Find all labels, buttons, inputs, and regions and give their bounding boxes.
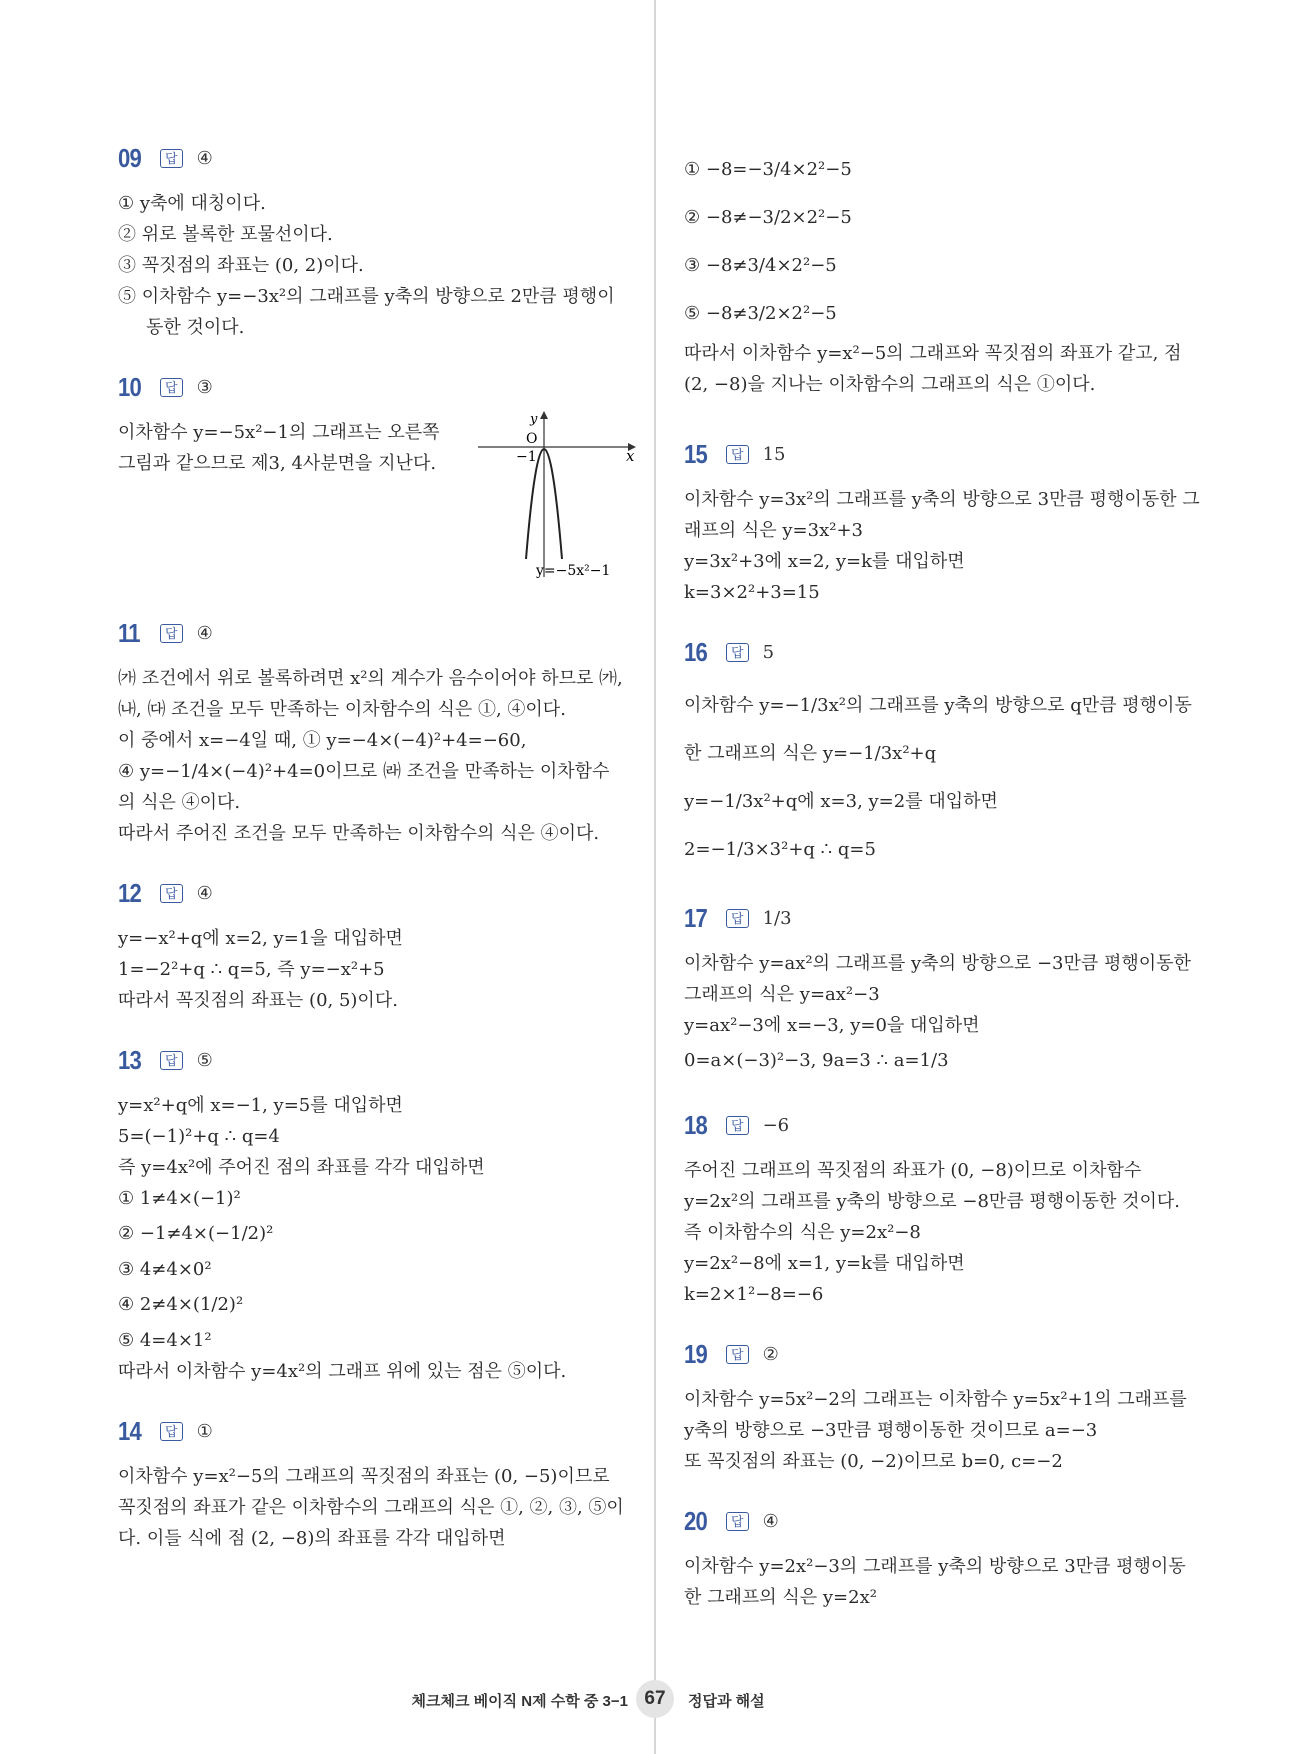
solution-line: 동한 것이다. <box>146 317 245 338</box>
solution-line: y=2x²의 그래프를 y축의 방향으로 −8만큼 평행이동한 것이다. <box>684 1191 1180 1212</box>
curve-label: y=−5x²−1 <box>536 563 611 579</box>
section-title: 정답과 해설 <box>688 1693 765 1710</box>
y-intercept-label: −1 <box>516 449 537 465</box>
page-footer <box>0 1680 1300 1720</box>
solution-line: 이차함수 y=−5x²−1의 그래프는 오른쪽 <box>118 422 440 443</box>
answer-value: 1/3 <box>762 907 792 929</box>
book-title: 체크체크 베이직 N제 수학 중 3−1 <box>411 1693 628 1710</box>
question-number: 15 <box>684 438 707 469</box>
question-10 <box>118 369 635 589</box>
solution-line: 이차함수 y=2x²−3의 그래프를 y축의 방향으로 3만큼 평행이동 <box>684 1556 1186 1577</box>
solution-line: ① y축에 대칭이다. <box>118 193 266 214</box>
question-number: 20 <box>684 1505 707 1536</box>
solution-line: 그림과 같으므로 제3, 4사분면을 지난다. <box>118 453 437 474</box>
solution-line: 따라서 이차함수 y=x²−5의 그래프와 꼭짓점의 좌표가 같고, 점 <box>684 343 1182 364</box>
solution-line: 5=(−1)²+q ∴ q=4 <box>118 1126 280 1147</box>
solution-line: (2, −8)을 지나는 이차함수의 그래프의 식은 ①이다. <box>684 374 1096 395</box>
answer-badge: 답 <box>160 149 183 168</box>
solution-line: ② −8≠−3/2×2²−5 <box>684 207 852 228</box>
answer-badge: 답 <box>726 445 749 464</box>
answer-value: ④ <box>196 147 213 169</box>
answer-badge: 답 <box>726 1512 749 1531</box>
solution-line: 1=−2²+q ∴ q=5, 즉 y=−x²+5 <box>118 959 385 980</box>
solution-line: 이차함수 y=x²−5의 그래프의 꼭짓점의 좌표는 (0, −5)이므로 <box>118 1466 610 1487</box>
solution-line: 이차함수 y=3x²의 그래프를 y축의 방향으로 3만큼 평행이동한 그 <box>684 489 1200 510</box>
question-number: 19 <box>684 1338 707 1369</box>
solution-line: y축의 방향으로 −3만큼 평행이동한 것이므로 a=−3 <box>684 1420 1098 1441</box>
solution-line: k=3×2²+3=15 <box>684 582 820 603</box>
solution-line: k=2×1²−8=−6 <box>684 1284 824 1305</box>
answer-badge: 답 <box>160 884 183 903</box>
parabola-graph <box>478 409 638 579</box>
solution-line: ④ 2≠4×(1/2)² <box>118 1294 244 1315</box>
solution-line: 그래프의 식은 y=ax²−3 <box>684 984 880 1005</box>
solution-line: 또 꼭짓점의 좌표는 (0, −2)이므로 b=0, c=−2 <box>684 1451 1063 1472</box>
solution-line: y=ax²−3에 x=−3, y=0을 대입하면 <box>684 1015 980 1036</box>
answer-value: ⑤ <box>196 1049 213 1071</box>
question-15 <box>684 436 1204 608</box>
solution-line: ㈏, ㈐ 조건을 모두 만족하는 이차함수의 식은 ①, ④이다. <box>118 699 566 720</box>
answer-badge: 답 <box>726 1345 749 1364</box>
right-column <box>684 146 1204 1639</box>
question-18 <box>684 1107 1204 1310</box>
solution-line: ① 1≠4×(−1)² <box>118 1188 241 1209</box>
answer-value: ② <box>762 1343 779 1365</box>
x-axis-label: x <box>626 447 635 465</box>
solution-line: 따라서 꼭짓점의 좌표는 (0, 5)이다. <box>118 990 398 1011</box>
solution-line: y=−x²+q에 x=2, y=1을 대입하면 <box>118 928 403 949</box>
question-20 <box>684 1503 1204 1613</box>
question-11 <box>118 615 628 849</box>
solution-line: ④ y=−1/4×(−4)²+4=0이므로 ㈑ 조건을 만족하는 이차함수 <box>118 761 610 782</box>
solution-line: ⑤ 이차함수 y=−3x²의 그래프를 y축의 방향으로 2만큼 평행이 <box>118 286 615 307</box>
question-17 <box>684 900 1204 1081</box>
page-number: 67 <box>636 1680 674 1718</box>
solution-line: y=x²+q에 x=−1, y=5를 대입하면 <box>118 1095 403 1116</box>
solution-line: 즉 y=4x²에 주어진 점의 좌표를 각각 대입하면 <box>118 1157 485 1178</box>
solution-line: ② 위로 볼록한 포물선이다. <box>118 224 333 245</box>
question-number: 10 <box>118 371 141 402</box>
answer-badge: 답 <box>160 1051 183 1070</box>
question-number: 12 <box>118 877 141 908</box>
solution-line: ① −8=−3/4×2²−5 <box>684 159 852 180</box>
solution-line: 즉 이차함수의 식은 y=2x²−8 <box>684 1222 921 1243</box>
answer-value: ① <box>196 1420 213 1442</box>
question-number: 13 <box>118 1044 141 1075</box>
solution-line: 래프의 식은 y=3x²+3 <box>684 520 863 541</box>
question-14-continued <box>684 146 1204 400</box>
question-number: 11 <box>118 617 140 648</box>
solution-line: y=−1/3x²+q에 x=3, y=2를 대입하면 <box>684 791 998 812</box>
question-13 <box>118 1042 628 1387</box>
solution-line: 이차함수 y=5x²−2의 그래프는 이차함수 y=5x²+1의 그래프를 <box>684 1389 1187 1410</box>
question-number: 14 <box>118 1415 141 1446</box>
answer-badge: 답 <box>160 1422 183 1441</box>
solution-line: 이 중에서 x=−4일 때, ① y=−4×(−4)²+4=−60, <box>118 730 527 751</box>
question-14 <box>118 1413 628 1554</box>
question-number: 18 <box>684 1109 707 1140</box>
solution-line: ③ −8≠3/4×2²−5 <box>684 255 837 276</box>
left-column <box>118 140 635 1580</box>
solution-line: 이차함수 y=ax²의 그래프를 y축의 방향으로 −3만큼 평행이동한 <box>684 953 1191 974</box>
question-number: 09 <box>118 142 141 173</box>
question-12 <box>118 875 628 1016</box>
solution-line: 꼭짓점의 좌표가 같은 이차함수의 그래프의 식은 ①, ②, ③, ⑤이 <box>118 1497 624 1518</box>
answer-value: 15 <box>762 443 786 465</box>
solution-line: ⑤ −8≠3/2×2²−5 <box>684 303 837 324</box>
solution-line: 따라서 이차함수 y=4x²의 그래프 위에 있는 점은 ⑤이다. <box>118 1361 567 1382</box>
answer-badge: 답 <box>726 1116 749 1135</box>
solution-line: ③ 꼭짓점의 좌표는 (0, 2)이다. <box>118 255 364 276</box>
solution-line: 0=a×(−3)²−3, 9a=3 ∴ a=1/3 <box>684 1050 949 1071</box>
solution-line: 이차함수 y=−1/3x²의 그래프를 y축의 방향으로 q만큼 평행이동 <box>684 695 1192 716</box>
y-axis-arrow <box>540 411 548 419</box>
solution-line: ③ 4≠4×0² <box>118 1259 212 1280</box>
answer-badge: 답 <box>726 909 749 928</box>
question-09 <box>118 140 628 343</box>
solution-line: ㈎ 조건에서 위로 볼록하려면 x²의 계수가 음수이어야 하므로 ㈎, <box>118 668 623 689</box>
question-16 <box>684 634 1204 874</box>
column-divider <box>654 0 656 1754</box>
answer-badge: 답 <box>160 378 183 397</box>
answer-value: ④ <box>196 622 213 644</box>
answer-value: ④ <box>196 882 213 904</box>
solution-line: 한 그래프의 식은 y=−1/3x²+q <box>684 743 937 764</box>
question-number: 16 <box>684 636 707 667</box>
solution-line: y=2x²−8에 x=1, y=k를 대입하면 <box>684 1253 965 1274</box>
solution-line: 주어진 그래프의 꼭짓점의 좌표가 (0, −8)이므로 이차함수 <box>684 1160 1142 1181</box>
question-19 <box>684 1336 1204 1477</box>
answer-value: ③ <box>196 376 213 398</box>
solution-line: 2=−1/3×3²+q ∴ q=5 <box>684 839 876 860</box>
answer-badge: 답 <box>160 624 183 643</box>
solution-line: ⑤ 4=4×1² <box>118 1330 212 1351</box>
solution-line: 한 그래프의 식은 y=2x² <box>684 1587 877 1608</box>
solution-line: y=3x²+3에 x=2, y=k를 대입하면 <box>684 551 965 572</box>
answer-value: −6 <box>762 1114 790 1136</box>
origin-label: O <box>526 431 538 447</box>
answer-badge: 답 <box>726 643 749 662</box>
answer-value: ④ <box>762 1510 779 1532</box>
answer-value: 5 <box>762 641 775 663</box>
solution-line: ② −1≠4×(−1/2)² <box>118 1223 274 1244</box>
solution-line: 다. 이들 식에 점 (2, −8)의 좌표를 각각 대입하면 <box>118 1528 506 1549</box>
solution-line: 따라서 주어진 조건을 모두 만족하는 이차함수의 식은 ④이다. <box>118 823 600 844</box>
solution-line: 의 식은 ④이다. <box>118 792 241 813</box>
y-axis-label: y <box>530 412 538 427</box>
question-number: 17 <box>684 902 707 933</box>
